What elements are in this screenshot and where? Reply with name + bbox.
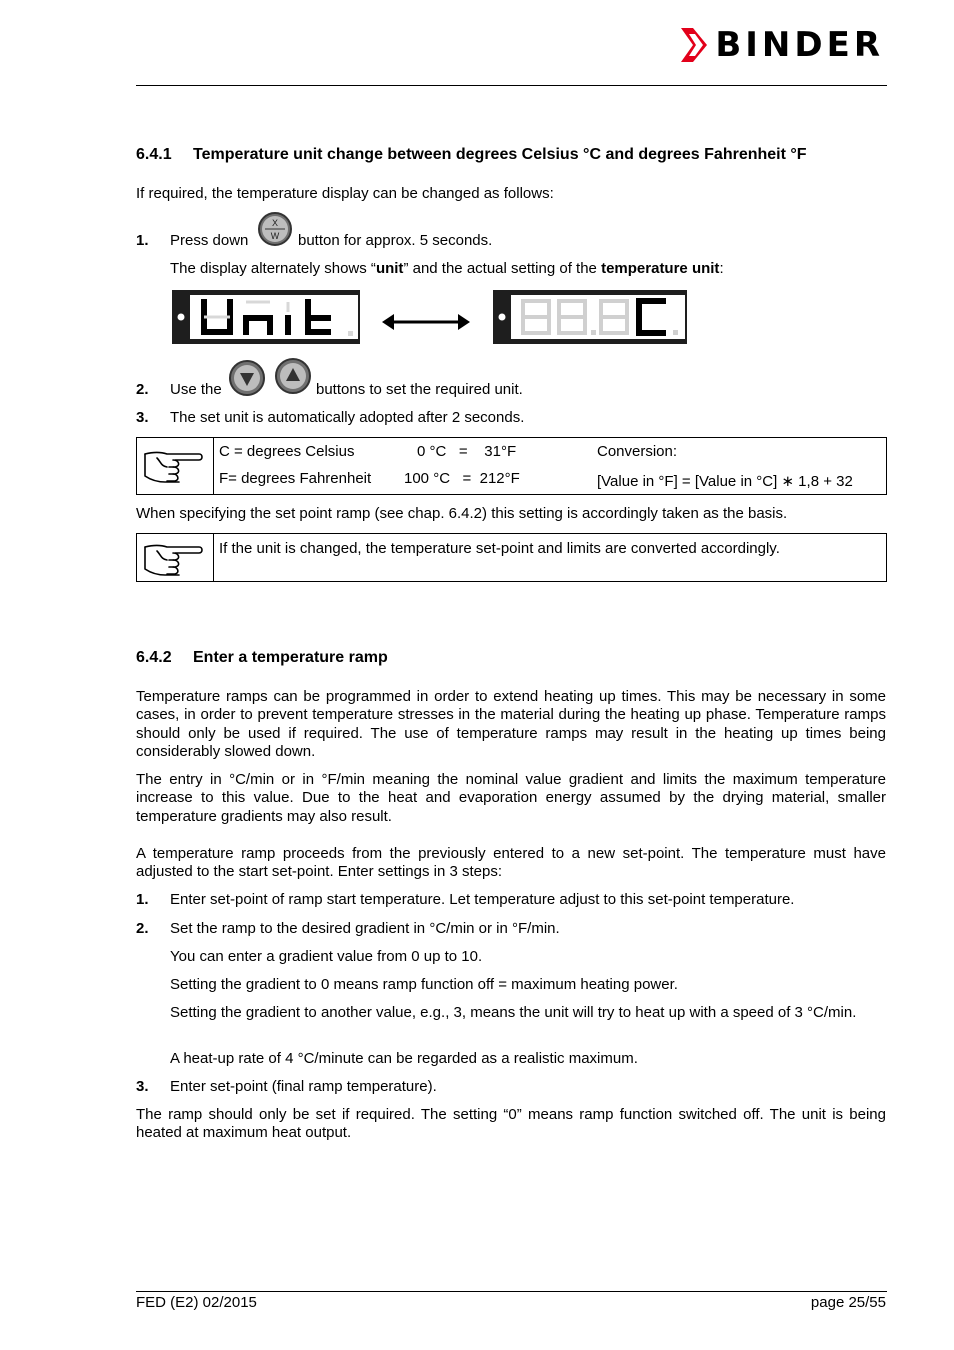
ramp-sub-3: Setting the gradient to another value, e.g., 3, means the unit will try to heat up with a speed of 3 °C/min. (170, 1004, 857, 1021)
up-button[interactable] (275, 358, 311, 394)
note-icon-cell (137, 534, 214, 581)
ramp-note-paragraph: When specifying the set point ramp (see chap. 6.4.2) this setting is accordingly taken as the basis. (136, 505, 788, 522)
header-rule (136, 85, 887, 86)
footer-rule (136, 1291, 887, 1292)
ramp-paragraph-1: Temperature ramps can be programmed in order to extend heating up times. This may be necessary in some cases, in order to prevent temperature stresses in the material during the heating up phase. Temperature ramps should only be used if required. The use of temperature ramps may result in the heating up times being considerably slowed down. (136, 688, 886, 761)
down-button[interactable] (229, 360, 265, 396)
note-text: If the unit is changed, the temperature set-point and limits are converted accordingly. (219, 540, 780, 557)
xw-button-icon (260, 214, 290, 244)
intro-paragraph: If required, the temperature display can be changed as follows: (136, 185, 554, 202)
pointing-hand-icon (143, 444, 205, 488)
pointing-hand-icon (143, 537, 205, 581)
xw-button[interactable] (258, 212, 292, 246)
step-text-a: Use the (170, 381, 222, 398)
footer-doc-id: FED (E2) 02/2015 (136, 1294, 257, 1311)
sub-text: ” and the actual setting of the (403, 260, 602, 277)
step-text: Set the ramp to the desired gradient in °C/min or in °F/min. (170, 920, 560, 937)
step-text-b: button for approx. 5 seconds. (298, 232, 493, 249)
step-number: 2. (136, 381, 149, 398)
ramp-paragraph-3: A temperature ramp proceeds from the previously entered to a new set-point. The temperature must have adjusted to the start set-point. Enter settings in 3 steps: (136, 845, 886, 881)
celsius-label: C = degrees Celsius (219, 443, 355, 460)
step-text: Enter set-point (final ramp temperature). (170, 1078, 437, 1095)
ramp-sub-1: You can enter a gradient value from 0 up to 10. (170, 948, 483, 965)
xw-button-bottom: W (270, 231, 280, 241)
brand-logo (681, 25, 884, 65)
note-box-unit-change (136, 533, 887, 582)
conversion-title: Conversion: (597, 443, 678, 460)
conversion-formula: [Value in °F] = [Value in °C] ∗ 1,8 + 32 (597, 473, 853, 490)
step-number: 2. (136, 920, 149, 937)
step-text-b: buttons to set the required unit. (316, 381, 523, 398)
step-number: 3. (136, 1078, 149, 1095)
temperature-display-graphic (493, 290, 687, 344)
triangle-down-icon (231, 362, 263, 394)
ramp-sub-4: A heat-up rate of 4 °C/minute can be regarded as a realistic maximum. (170, 1050, 638, 1067)
fahrenheit-value: 100 °C = 212°F (404, 470, 520, 487)
sub-text: The display alternately shows “ (170, 260, 376, 277)
sub-bold-temperature-unit: temperature unit (601, 260, 720, 277)
sub-bold-unit: unit (375, 260, 404, 277)
footer-page-number: page 25/55 (810, 1294, 886, 1311)
ramp-paragraph-4: The ramp should only be set if required. The setting “0” means ramp function switched off. The unit is being heated at maximum heat output. (136, 1106, 886, 1142)
step-number: 1. (136, 891, 149, 908)
section-number: 6.4.1 (136, 146, 172, 163)
step-number: 3. (136, 409, 149, 426)
ramp-sub-2: Setting the gradient to 0 means ramp function off = maximum heating power. (170, 976, 678, 993)
step-text: Enter set-point of ramp start temperature. Let temperature adjust to this set-point temperature. (170, 891, 795, 908)
section-number: 6.4.2 (136, 649, 172, 666)
ramp-paragraph-2: The entry in °C/min or in °F/min meaning the nominal value gradient and limits the maximum temperature increase to this value. Due to the heat and evaporation energy assumed by the drying material, smaller temperature gradients may also result. (136, 771, 886, 825)
unit-display (172, 290, 360, 344)
note-box-conversion (136, 437, 887, 495)
celsius-value: 0 °C = 31°F (417, 443, 517, 460)
sub-text: : (719, 260, 724, 277)
section-heading-641 (136, 146, 807, 164)
note-icon-cell (137, 438, 214, 494)
step-text: The set unit is automatically adopted after 2 seconds. (170, 409, 525, 426)
step-number: 1. (136, 232, 149, 249)
xw-button-top: X (271, 218, 279, 228)
section-title: Temperature unit change between degrees Celsius °C and degrees Fahrenheit °F (193, 146, 807, 163)
temperature-display (493, 290, 687, 344)
fahrenheit-label: F= degrees Fahrenheit (219, 470, 372, 487)
binder-logo-icon (681, 28, 709, 62)
unit-display-graphic (172, 290, 360, 344)
step-text-a: Press down (170, 232, 249, 249)
double-arrow-icon (382, 311, 470, 333)
section-title: Enter a temperature ramp (193, 649, 388, 666)
step-1-sub (170, 260, 724, 277)
brand-name: BINDER (715, 25, 884, 65)
section-heading-642 (136, 649, 388, 667)
triangle-up-icon (277, 360, 309, 392)
